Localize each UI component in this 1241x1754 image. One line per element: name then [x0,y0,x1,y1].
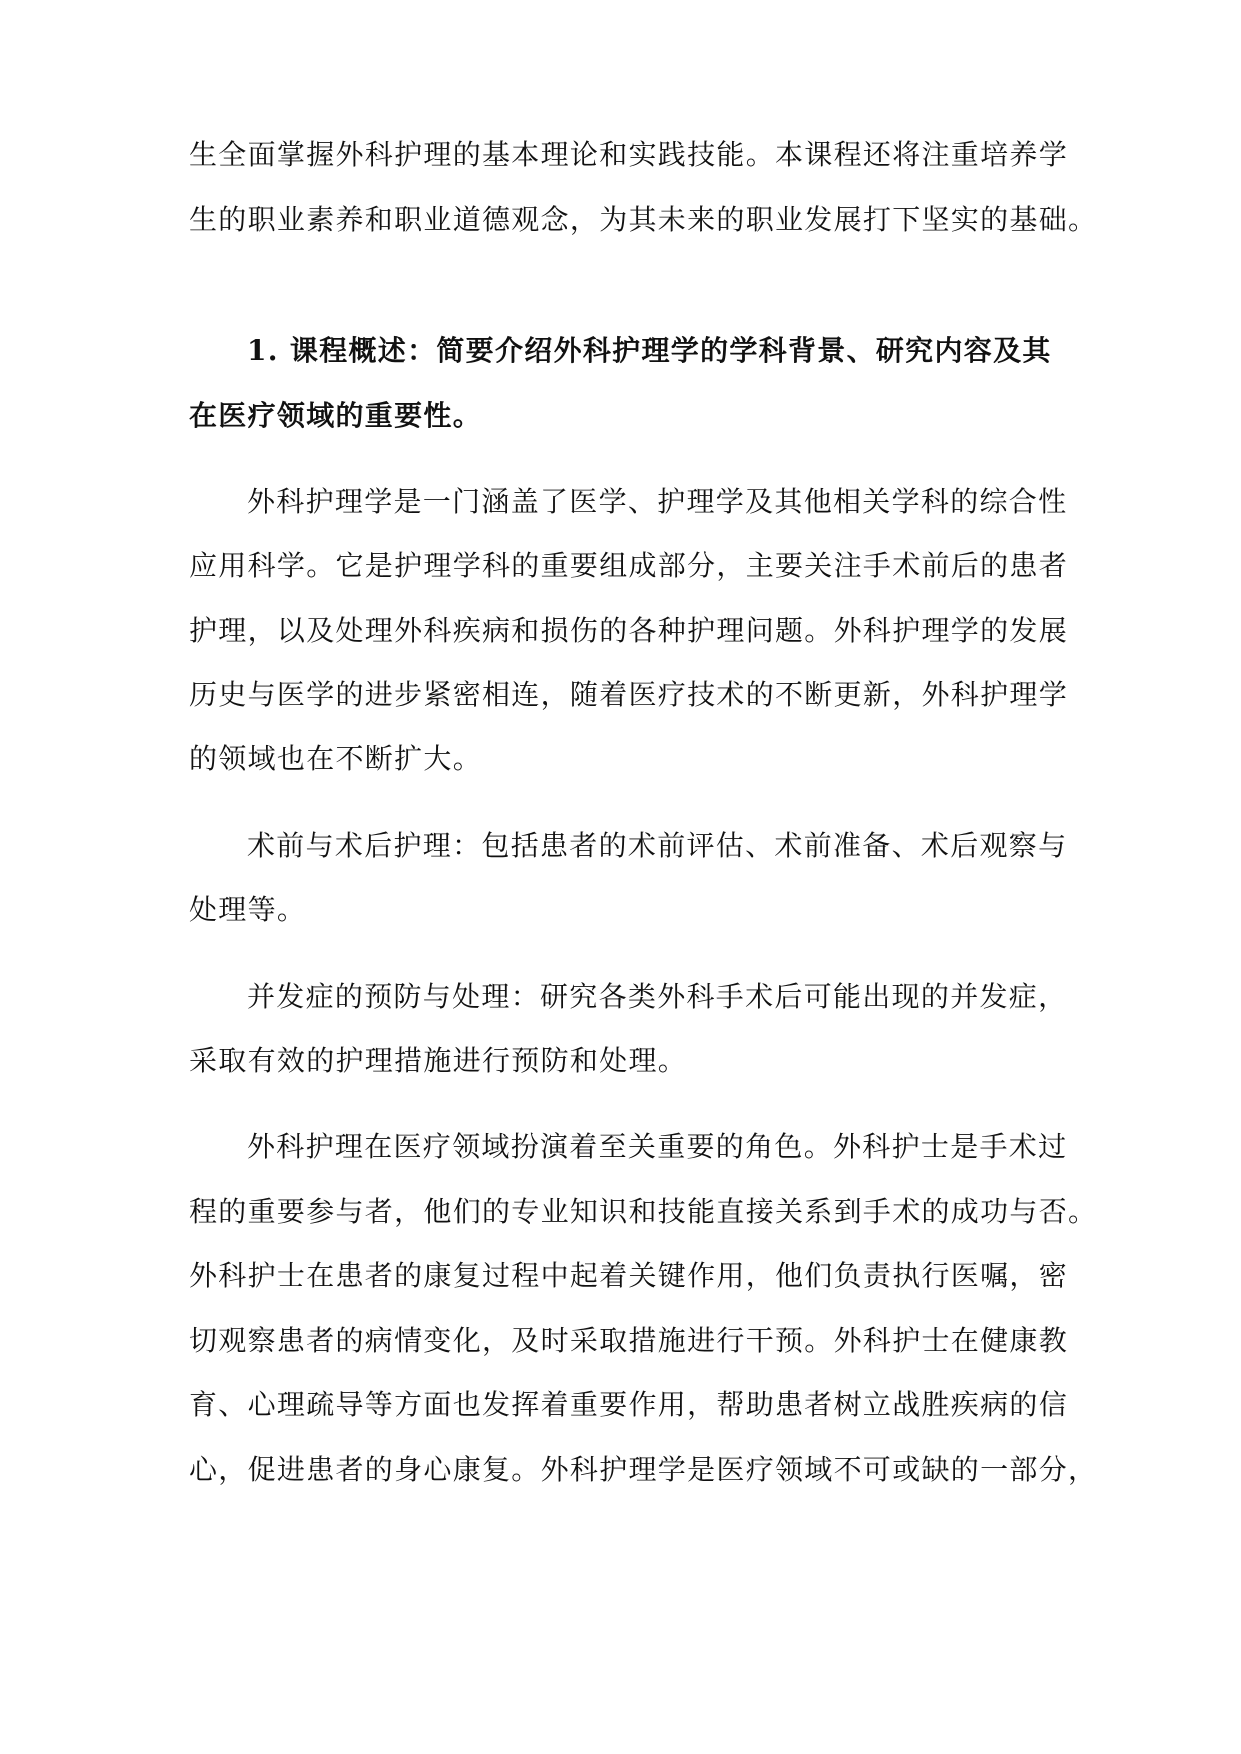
paragraph-line: 切观察患者的病情变化，及时采取措施进行干预。外科护士在健康教 [189,1324,1069,1357]
section-heading-continuation: 在医疗领域的重要性。 [189,399,483,432]
paragraph-line: 育、心理疏导等方面也发挥着重要作用，帮助患者树立战胜疾病的信 [189,1388,1069,1421]
paragraph-line: 生的职业素养和职业道德观念，为其未来的职业发展打下坚实的基础。 [189,203,1098,236]
paragraph-line: 生全面掌握外科护理的基本理论和实践技能。本课程还将注重培养学 [189,138,1069,171]
paragraph-line: 处理等。 [189,893,307,926]
paragraph-line: 心，促进患者的身心康复。外科护理学是医疗领域不可或缺的一部分， [189,1453,1098,1486]
paragraph-line: 术前与术后护理：包括患者的术前评估、术前准备、术后观察与 [247,829,1068,862]
section-heading: 1. 课程概述：简要介绍外科护理学的学科背景、研究内容及其 [247,334,1052,367]
paragraph-line: 外科护理学是一门涵盖了医学、护理学及其他相关学科的综合性 [247,485,1068,518]
paragraph-line: 护理，以及处理外科疾病和损伤的各种护理问题。外科护理学的发展 [189,614,1069,647]
paragraph-line: 历史与医学的进步紧密相连，随着医疗技术的不断更新，外科护理学 [189,678,1069,711]
paragraph-line: 应用科学。它是护理学科的重要组成部分，主要关注手术前后的患者 [189,549,1069,582]
paragraph-line: 并发症的预防与处理：研究各类外科手术后可能出现的并发症， [247,980,1068,1013]
paragraph-line: 的领域也在不断扩大。 [189,742,483,775]
paragraph-line: 外科护士在患者的康复过程中起着关键作用，他们负责执行医嘱，密 [189,1259,1069,1292]
paragraph-line: 采取有效的护理措施进行预防和处理。 [189,1044,688,1077]
paragraph-line: 外科护理在医疗领域扮演着至关重要的角色。外科护士是手术过 [247,1130,1068,1163]
paragraph-line: 程的重要参与者，他们的专业知识和技能直接关系到手术的成功与否。 [189,1195,1098,1228]
